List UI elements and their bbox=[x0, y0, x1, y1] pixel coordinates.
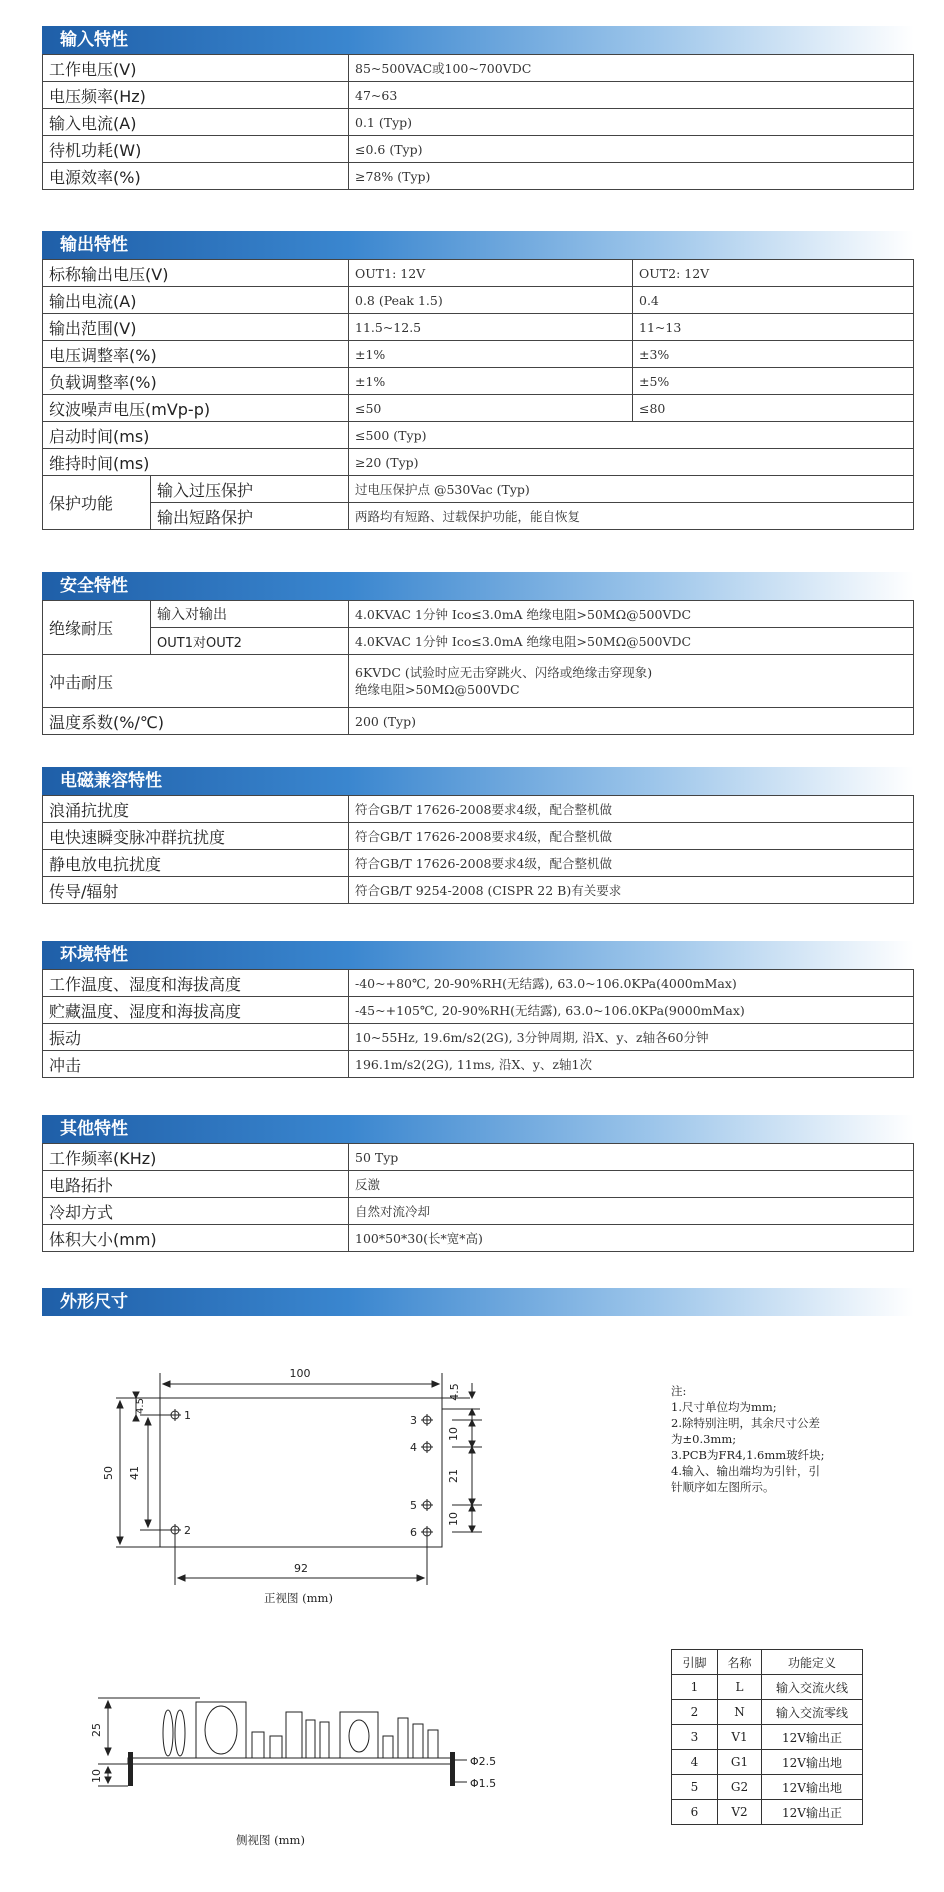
dim-diameter-large: Φ2.5 bbox=[470, 1755, 497, 1768]
pin-function: 输入交流零线 bbox=[762, 1700, 863, 1725]
dim-left-offset: 4.5 bbox=[135, 1398, 146, 1414]
surge-line-2: 绝缘电阻>50MΩ@500VDC bbox=[355, 682, 520, 697]
row-value: -45~+105℃, 20-90%RH(无结露), 63.0~106.0KPa(9000mMax) bbox=[349, 997, 914, 1024]
row-key: 标称输出电压(V) bbox=[43, 260, 349, 287]
pin-number: 3 bbox=[672, 1725, 718, 1750]
table-row bbox=[672, 1750, 863, 1775]
row-value: 反激 bbox=[349, 1171, 914, 1198]
row-key: 纹波噪声电压(mVp-p) bbox=[43, 395, 349, 422]
pin-markers bbox=[169, 1409, 433, 1538]
section-title: 输入特性 bbox=[42, 26, 914, 54]
row-value-out2: ±5% bbox=[633, 368, 914, 395]
pcb-side bbox=[128, 1758, 454, 1764]
row-value: ≤500 (Typ) bbox=[349, 422, 914, 449]
row-key: 输入过压保护 bbox=[151, 476, 349, 503]
row-value: 10~55Hz, 19.6m/s2(2G), 3分钟周期, 沿X、y、z轴各60分钟 bbox=[349, 1024, 914, 1051]
pin-table-header bbox=[672, 1650, 863, 1675]
row-value: 符合GB/T 17626-2008要求4级，配合整机做 bbox=[349, 796, 914, 823]
section-title: 外形尺寸 bbox=[42, 1288, 914, 1316]
row-group-key: 保护功能 bbox=[43, 476, 151, 530]
dim-width: 50 bbox=[102, 1466, 115, 1480]
row-key: 电压调整率(%) bbox=[43, 341, 349, 368]
row-value-out2: ≤80 bbox=[633, 395, 914, 422]
dim-spacing-mid: 21 bbox=[447, 1469, 460, 1483]
pin-number: 5 bbox=[672, 1775, 718, 1800]
pin-number: 6 bbox=[672, 1800, 718, 1825]
front-view-caption: 正视图 (mm) bbox=[264, 1591, 333, 1605]
row-key: 待机功耗(W) bbox=[43, 136, 349, 163]
row-value-out1: 0.8 (Peak 1.5) bbox=[349, 287, 633, 314]
row-value: 200 (Typ) bbox=[349, 708, 914, 735]
dim-diameter-small: Φ1.5 bbox=[470, 1777, 497, 1790]
row-value: 85~500VAC或100~700VDC bbox=[349, 55, 914, 82]
header-cell: 功能定义 bbox=[762, 1650, 863, 1675]
row-value: 196.1m/s2(2G), 11ms, 沿X、y、z轴1次 bbox=[349, 1051, 914, 1078]
pin-name: V2 bbox=[718, 1800, 762, 1825]
row-value: 两路均有短路、过载保护功能，能自恢复 bbox=[349, 503, 914, 530]
side-view-caption: 侧视图 (mm) bbox=[236, 1833, 305, 1847]
row-key: 维持时间(ms) bbox=[43, 449, 349, 476]
row-key: 输出范围(V) bbox=[43, 314, 349, 341]
pin-label-6: 6 bbox=[410, 1526, 417, 1539]
section-title: 输出特性 bbox=[42, 231, 914, 259]
row-value-out2: ±3% bbox=[633, 341, 914, 368]
row-value: 符合GB/T 17626-2008要求4级，配合整机做 bbox=[349, 823, 914, 850]
pin-table bbox=[671, 1649, 863, 1825]
note-line: 1.尺寸单位均为mm; bbox=[671, 1400, 777, 1414]
table-row bbox=[672, 1675, 863, 1700]
row-key: 浪涌抗扰度 bbox=[43, 796, 349, 823]
row-key: 输出短路保护 bbox=[151, 503, 349, 530]
row-key: 输入电流(A) bbox=[43, 109, 349, 136]
row-value-out2: OUT2: 12V bbox=[633, 260, 914, 287]
dim-pin-span: 41 bbox=[128, 1466, 141, 1480]
row-key: 启动时间(ms) bbox=[43, 422, 349, 449]
section-title: 其他特性 bbox=[42, 1115, 914, 1143]
row-value: 100*50*30(长*宽*高) bbox=[349, 1225, 914, 1252]
pin-number: 4 bbox=[672, 1750, 718, 1775]
pin-number: 2 bbox=[672, 1700, 718, 1725]
row-key: 工作电压(V) bbox=[43, 55, 349, 82]
row-key: 工作温度、湿度和海拔高度 bbox=[43, 970, 349, 997]
row-key: 输入对输出 bbox=[151, 601, 349, 628]
pin-function: 输入交流火线 bbox=[762, 1675, 863, 1700]
dim-pin-distance: 92 bbox=[294, 1562, 308, 1575]
dim-height: 25 bbox=[90, 1723, 103, 1737]
dim-spacing-a: 10 bbox=[447, 1427, 460, 1441]
row-key: 静电放电抗扰度 bbox=[43, 850, 349, 877]
row-key: 冷却方式 bbox=[43, 1198, 349, 1225]
note-line: 2.除特别注明，其余尺寸公差 bbox=[671, 1416, 820, 1430]
row-value: ≥78% (Typ) bbox=[349, 163, 914, 190]
row-key: 冲击 bbox=[43, 1051, 349, 1078]
side-view bbox=[90, 1698, 496, 1790]
dim-length: 100 bbox=[289, 1367, 311, 1380]
row-key: 负载调整率(%) bbox=[43, 368, 349, 395]
row-value: ≥20 (Typ) bbox=[349, 449, 914, 476]
pin-number: 1 bbox=[672, 1675, 718, 1700]
header-cell: 名称 bbox=[718, 1650, 762, 1675]
pin-name: G2 bbox=[718, 1775, 762, 1800]
header-cell: 引脚 bbox=[672, 1650, 718, 1675]
row-value: ≤0.6 (Typ) bbox=[349, 136, 914, 163]
row-key: 冲击耐压 bbox=[43, 655, 349, 708]
row-value: 4.0KVAC 1分钟 Ico≤3.0mA 绝缘电阻>50MΩ@500VDC bbox=[349, 628, 914, 655]
pin-label-4: 4 bbox=[410, 1441, 417, 1454]
row-key: 贮藏温度、湿度和海拔高度 bbox=[43, 997, 349, 1024]
row-value: 4.0KVAC 1分钟 Ico≤3.0mA 绝缘电阻>50MΩ@500VDC bbox=[349, 601, 914, 628]
pin-function: 12V输出正 bbox=[762, 1800, 863, 1825]
pin-label-1: 1 bbox=[184, 1409, 191, 1422]
row-value: 自然对流冷却 bbox=[349, 1198, 914, 1225]
section-title: 安全特性 bbox=[42, 572, 914, 600]
row-value-out2: 11~13 bbox=[633, 314, 914, 341]
row-value: 过电压保护点 @530Vac (Typ) bbox=[349, 476, 914, 503]
notes bbox=[671, 1383, 825, 1495]
row-key: 温度系数(%/℃) bbox=[43, 708, 349, 735]
row-value: -40~+80℃, 20-90%RH(无结露), 63.0~106.0KPa(4000mMax) bbox=[349, 970, 914, 997]
section-title: 环境特性 bbox=[42, 941, 914, 969]
pin-name: V1 bbox=[718, 1725, 762, 1750]
table-row bbox=[672, 1775, 863, 1800]
row-key: 工作频率(KHz) bbox=[43, 1144, 349, 1171]
row-value-out1: 11.5~12.5 bbox=[349, 314, 633, 341]
row-value-out1: ≤50 bbox=[349, 395, 633, 422]
dim-pin-length: 10 bbox=[90, 1769, 103, 1783]
row-value-out2: 0.4 bbox=[633, 287, 914, 314]
table-row bbox=[672, 1800, 863, 1825]
row-value: 符合GB/T 9254-2008 (CISPR 22 B)有关要求 bbox=[349, 877, 914, 904]
note-line: 3.PCB为FR4,1.6mm玻纤块; bbox=[671, 1448, 825, 1462]
row-value-out1: ±1% bbox=[349, 368, 633, 395]
row-value: 47~63 bbox=[349, 82, 914, 109]
table-row bbox=[672, 1700, 863, 1725]
dim-top-offset: 4.5 bbox=[448, 1383, 461, 1401]
surge-line-1: 6KVDC (试验时应无击穿跳火、闪络或绝缘击穿现象) bbox=[355, 665, 653, 680]
row-key: 电压频率(Hz) bbox=[43, 82, 349, 109]
row-key: 电快速瞬变脉冲群抗扰度 bbox=[43, 823, 349, 850]
pcb-outline bbox=[160, 1398, 442, 1547]
row-key: 输出电流(A) bbox=[43, 287, 349, 314]
note-line: 为±0.3mm; bbox=[671, 1432, 737, 1446]
row-value: 50 Typ bbox=[349, 1144, 914, 1171]
pin-function: 12V输出正 bbox=[762, 1725, 863, 1750]
pin-name: N bbox=[718, 1700, 762, 1725]
row-key: 电源效率(%) bbox=[43, 163, 349, 190]
row-key: 振动 bbox=[43, 1024, 349, 1051]
row-group-key: 绝缘耐压 bbox=[43, 601, 151, 655]
pin-label-3: 3 bbox=[410, 1414, 417, 1427]
pin-label-2: 2 bbox=[184, 1524, 191, 1537]
pin-function: 12V输出地 bbox=[762, 1775, 863, 1800]
dim-spacing-b: 10 bbox=[447, 1512, 460, 1526]
row-value: 0.1 (Typ) bbox=[349, 109, 914, 136]
section-title: 电磁兼容特性 bbox=[42, 767, 914, 795]
front-view bbox=[102, 1367, 482, 1585]
row-key: 电路拓扑 bbox=[43, 1171, 349, 1198]
row-key: OUT1对OUT2 bbox=[151, 628, 349, 655]
row-key: 体积大小(mm) bbox=[43, 1225, 349, 1252]
row-value: 符合GB/T 17626-2008要求4级，配合整机做 bbox=[349, 850, 914, 877]
notes-title: 注: bbox=[671, 1384, 687, 1398]
note-line: 4.输入、输出端均为引针，引 bbox=[671, 1464, 820, 1478]
pin-name: G1 bbox=[718, 1750, 762, 1775]
pin-function: 12V输出地 bbox=[762, 1750, 863, 1775]
note-line: 针顺序如左图所示。 bbox=[671, 1480, 775, 1494]
pin-name: L bbox=[718, 1675, 762, 1700]
row-key: 传导/辐射 bbox=[43, 877, 349, 904]
row-value-out1: ±1% bbox=[349, 341, 633, 368]
pin-label-5: 5 bbox=[410, 1499, 417, 1512]
row-value-out1: OUT1: 12V bbox=[349, 260, 633, 287]
table-row bbox=[672, 1725, 863, 1750]
